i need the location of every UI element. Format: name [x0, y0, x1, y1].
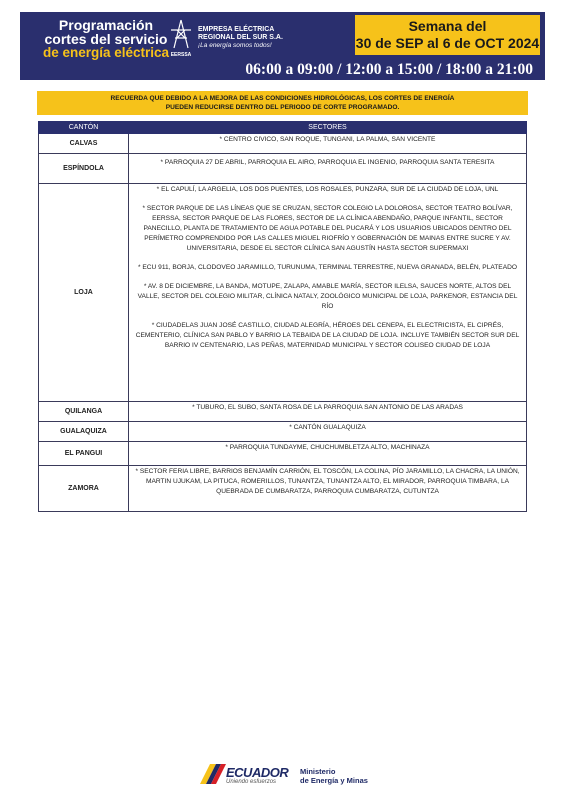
- sector-text: * AV. 8 DE DICIEMBRE, LA BANDA, MOTUPE, ZALAPA, AMABLE MARÍA, SECTOR ILELSA, SAUCES NORTE, ALTOS DEL VALLE, SECTOR DEL COLEGIO MILITAR, CLÍNICA NATALY, ZOOLÓGICO MUNICIPAL DE LOJA, PARKENOR, ESTANCIA DEL RÍO: [137, 283, 518, 310]
- canton-cell: ZAMORA: [39, 466, 129, 512]
- ministry-line-1: Ministerio: [300, 767, 336, 776]
- table-row: [39, 442, 527, 466]
- sector-text: * CENTRO CIVICO, SAN ROQUE, TUNGANI, LA PALMA, SAN VICENTE: [219, 136, 436, 143]
- canton-cell: EL PANGUI: [39, 442, 129, 466]
- cut-times: 06:00 a 09:00 / 12:00 a 15:00 / 18:00 a 21:00: [245, 61, 533, 78]
- company-line-1: EMPRESA ELÉCTRICA: [198, 26, 275, 33]
- table-row: [39, 154, 527, 184]
- sector-text: * CANTÓN GUALAQUIZA: [289, 424, 366, 431]
- week-badge: [355, 15, 540, 55]
- ministry-name: [300, 767, 368, 785]
- tower-logo-icon: [168, 18, 194, 60]
- ecuador-tagline: Uniendo esfuerzos: [226, 779, 277, 785]
- table-row: [39, 402, 527, 422]
- sector-text: * PARROQUIA 27 DE ABRIL, PARROQUIA EL AIRO, PARROQUIA EL INGENIO, PARROQUIA SANTA TERESITA: [160, 159, 495, 166]
- notice-line-1: RECUERDA QUE DEBIDO A LA MEJORA DE LAS CONDICIONES HIDROLÓGICAS, LOS CORTES DE ENERGÍA: [110, 95, 455, 102]
- sector-text: * SECTOR FERIA LIBRE, BARRIOS BENJAMÍN CARRIÓN, EL TOSCÓN, LA COLINA, PÍO JARAMILLO, LA CHACRA, LA UNIÓN, MARTIN UJUKAM, LA PITUCA, ROMERILLOS, TUNANTZA, TUNANTZA ALTO, EL MIRADOR, PARROQUIA TIMBARA, LA QUEBRADA DE CUMBARATZA, PARROQUIA CUMBARATZA, CUTUNTZA: [135, 468, 520, 495]
- company-line-2: REGIONAL DEL SUR S.A.: [198, 34, 283, 41]
- canton-cell: ESPÍNDOLA: [39, 154, 129, 184]
- company-slogan: ¡La energía somos todos!: [198, 42, 272, 49]
- sectors-cell: [129, 134, 527, 154]
- table-row: [39, 466, 527, 512]
- header-canton: CANTÓN: [39, 122, 129, 134]
- sectors-cell: [129, 422, 527, 442]
- notice-banner: [37, 91, 528, 115]
- schedule-table: [38, 121, 527, 512]
- title-line-3: de energía eléctrica: [42, 45, 170, 60]
- canton-cell: CALVAS: [39, 134, 129, 154]
- company-name: [198, 26, 318, 50]
- logo-text: EERSSA: [170, 52, 192, 58]
- title-line-2: cortes del servicio: [44, 31, 168, 47]
- header-banner: [20, 12, 545, 80]
- table-row: [39, 422, 527, 442]
- table-header-row: [39, 122, 527, 134]
- ministry-line-2: de Energía y Minas: [300, 776, 368, 785]
- sector-text: * TUBURO, EL SUBO, SANTA ROSA DE LA PARROQUIA SAN ANTONIO DE LAS ARADAS: [192, 404, 463, 411]
- sector-text: * PARROQUIA TUNDAYME, CHUCHUMBLETZA ALTO, MACHINAZA: [225, 444, 430, 451]
- header-sectors: SECTORES: [129, 122, 527, 134]
- sectors-cell: [129, 402, 527, 422]
- sectors-cell: [129, 442, 527, 466]
- sectors-cell: [129, 154, 527, 184]
- week-line-2: 30 de SEP al 6 de OCT 2024: [355, 35, 540, 51]
- canton-cell: GUALAQUIZA: [39, 422, 129, 442]
- sector-text: * EL CAPULÍ, LA ARGELIA, LOS DOS PUENTES, LOS ROSALES, PUNZARA, SUR DE LA CIUDAD DE LOJA, UNL: [156, 186, 499, 193]
- canton-cell: LOJA: [39, 184, 129, 402]
- table-row: [39, 184, 527, 402]
- notice-line-2: PUEDEN REDUCIRSE DENTRO DEL PERIODO DE CORTE PROGRAMADO.: [165, 104, 400, 111]
- sectors-cell: [129, 184, 527, 402]
- sector-text: * SECTOR PARQUE DE LAS LÍNEAS QUE SE CRUZAN, SECTOR COLEGIO LA DOLOROSA, SECTOR TEATRO BOLÍVAR, EERSSA, SECTOR PARQUE DE LAS FLORES, SECTOR DE LA CLÍNICA ABENDAÑO, PARQUE INFANTIL, SECTOR PANECILLO, PLANTA DE TRATAMIENTO DE AGUA POTABLE DEL PUCARÁ Y LOS USUARIOS UBICADOS DENTRO DEL PERÍMETRO COMPRENDIDO POR LAS CALLES MIGUEL RIOFRÍO Y GOBERNACIÓN DE MAINAS ENTRE SUCRE Y AV. UNIVERSITARIA, DESDE EL SECTOR CLÍNICA SAN AGUSTÍN HASTA SECTOR SUPERMAXI: [142, 205, 513, 252]
- week-line-1: Semana del: [408, 18, 487, 34]
- canton-cell: QUILANGA: [39, 402, 129, 422]
- ecuador-wordmark: ECUADOR: [226, 765, 289, 780]
- sectors-cell: [129, 466, 527, 512]
- sector-text: * ECU 911, BORJA, CLODOVEO JARAMILLO, TURUNUMA, TERMINAL TERRESTRE, NUEVA GRANADA, BELÉN, PLATEADO: [138, 264, 517, 271]
- table-row: [39, 134, 527, 154]
- program-title: [32, 18, 180, 60]
- sector-text: * CIUDADELAS JUAN JOSÉ CASTILLO, CIUDAD ALEGRÍA, HÉROES DEL CENEPA, EL ELECTRICISTA, EL CIPRÉS, CEMENTERIO, CLÍNICA SAN PABLO Y BARRIO LA TEBAIDA DE LA CIUDAD DE LOJA. INCLUYE TAMBIÉN SECTOR SUR DEL BARRIO IV CENTENARIO, LAS PEÑAS, MATERNIDAD MUNICIPAL Y SECTOR COLISEO CIUDAD DE LOJA: [135, 322, 520, 349]
- title-line-1: Programación: [58, 17, 154, 33]
